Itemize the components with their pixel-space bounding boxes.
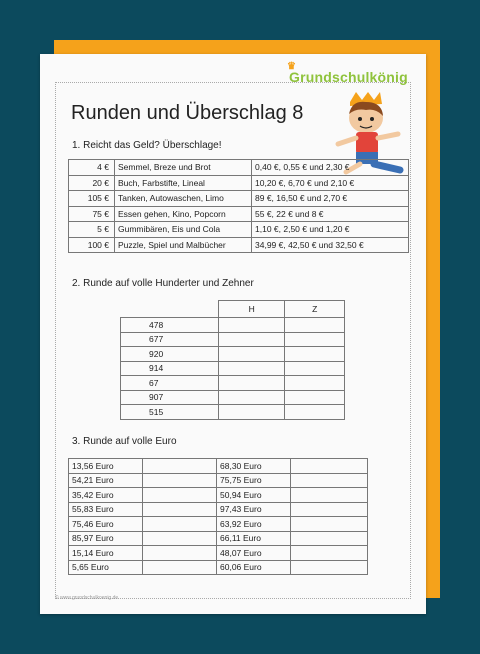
- table-row: 13,56 Euro 68,30 Euro: [69, 459, 368, 474]
- task1-heading: 1. Reicht das Geld? Überschlage!: [72, 140, 222, 151]
- table-row: 20 € Buch, Farbstifte, Lineal 10,20 €, 6,70 € und 2,10 €: [69, 175, 409, 191]
- table-row: 15,14 Euro 48,07 Euro: [69, 546, 368, 561]
- brand-logo: [287, 61, 408, 85]
- col-z: Z: [285, 301, 345, 318]
- table-row: 907: [121, 390, 345, 405]
- footer-copyright: © www.grundschulkoenig.de: [55, 595, 119, 601]
- table-row: 920: [121, 347, 345, 362]
- task1-table: [68, 159, 409, 253]
- table-row: 100 € Puzzle, Spiel und Malbücher 34,99 €, 42,50 € und 32,50 €: [69, 237, 409, 253]
- task3-table: [68, 458, 368, 575]
- col-h: H: [219, 301, 285, 318]
- worksheet: [40, 54, 426, 614]
- table-row: 914: [121, 361, 345, 376]
- table-row: 677: [121, 332, 345, 347]
- crown-icon: ♛: [287, 61, 297, 72]
- table-row: 5,65 Euro 60,06 Euro: [69, 560, 368, 575]
- table-header: [121, 301, 345, 318]
- table-row: 85,97 Euro 66,11 Euro: [69, 531, 368, 546]
- table-row: 35,42 Euro 50,94 Euro: [69, 488, 368, 503]
- task2-table: [120, 300, 345, 420]
- table-row: 515: [121, 405, 345, 420]
- table-row: 55,83 Euro 97,43 Euro: [69, 502, 368, 517]
- table-row: 4 € Semmel, Breze und Brot 0,40 €, 0,55 € und 2,30 €: [69, 160, 409, 176]
- table-row: 105 € Tanken, Autowaschen, Limo 89 €, 16,50 € und 2,70 €: [69, 191, 409, 207]
- table-row: 67: [121, 376, 345, 391]
- table-row: 75,46 Euro 63,92 Euro: [69, 517, 368, 532]
- task2-heading: 2. Runde auf volle Hunderter und Zehner: [72, 278, 254, 289]
- table-row: 5 € Gummibären, Eis und Cola 1,10 €, 2,50 € und 1,20 €: [69, 222, 409, 238]
- table-row: 478: [121, 318, 345, 333]
- brand-text: Grundschulkönig: [289, 69, 408, 85]
- boy-shirt: [356, 132, 378, 154]
- table-row: 54,21 Euro 75,75 Euro: [69, 473, 368, 488]
- worksheet-title: Runden und Überschlag 8: [71, 102, 304, 124]
- task3-heading: 3. Runde auf volle Euro: [72, 436, 177, 447]
- table-row: 75 € Essen gehen, Kino, Popcorn 55 €, 22 € und 8 €: [69, 206, 409, 222]
